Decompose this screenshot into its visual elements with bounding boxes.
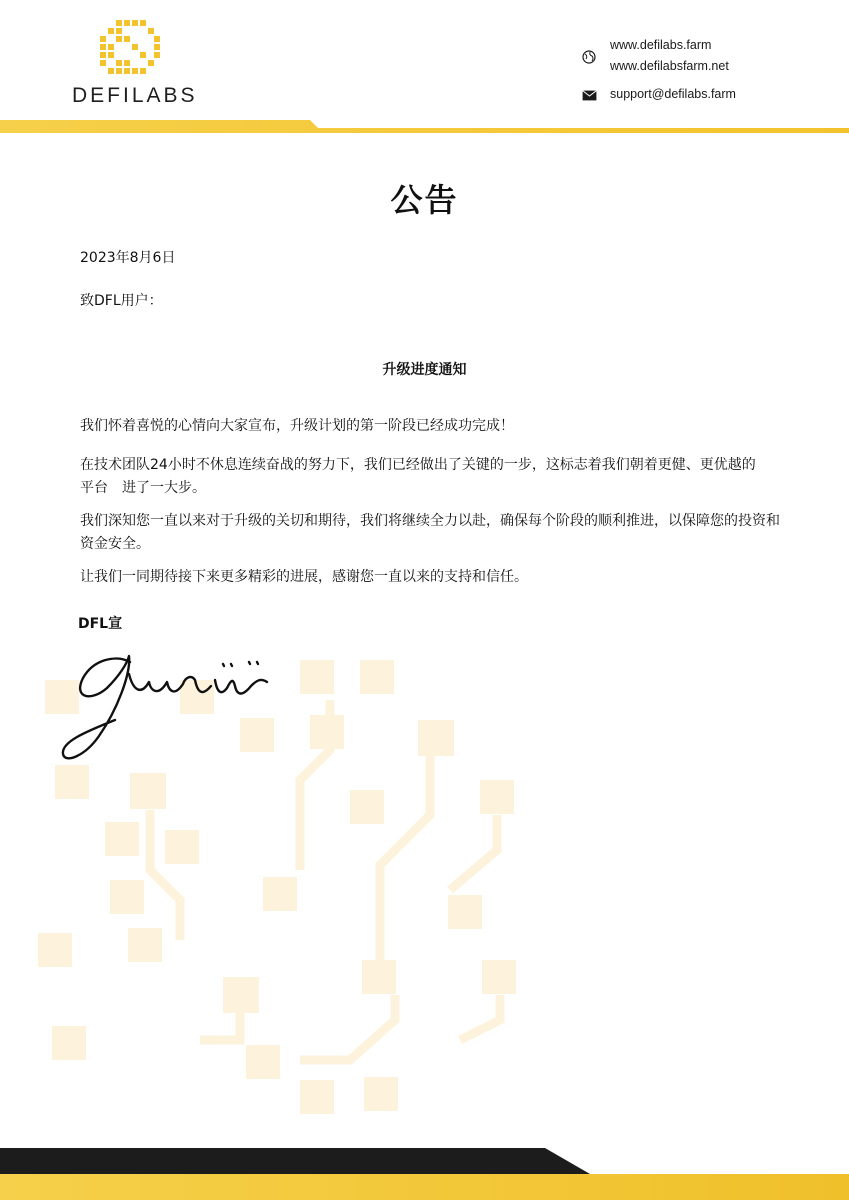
notice-subtitle: 升级进度通知: [382, 362, 467, 378]
email-contact: [582, 87, 842, 105]
website-link-2[interactable]: www.defilabsfarm.net: [610, 59, 729, 73]
footer-bar: [0, 1148, 849, 1200]
defilabs-logo-mark: [98, 20, 160, 78]
paragraph-3: 我们深知您一直以来对于升级的关切和期待，我们将继续全力以赴，确保每个阶段的顺利推进，以保障您的投资和资金安全。: [80, 513, 780, 552]
paragraph-2: 在技术团队24小时不休息连续奋战的努力下，我们已经做出了关键的一步，这标志着我们朝着更健、更优越的平台 进了一大步。: [80, 457, 756, 496]
page-title: 公告: [390, 181, 459, 219]
handwritten-signature: [55, 640, 285, 770]
paragraph-4: 让我们一同期待接下来更多精彩的进展，感谢您一直以来的支持和信任。: [80, 569, 528, 585]
website-link-1[interactable]: www.defilabs.farm: [610, 38, 712, 52]
globe-icon: [582, 50, 596, 64]
greeting: 致DFL用户：: [80, 293, 163, 309]
mail-icon: [582, 90, 597, 101]
document-date: 2023年8月6日: [80, 250, 176, 266]
brand-name: DEFILABS: [72, 84, 198, 107]
header-accent-bar: [0, 120, 849, 134]
website-contact: [582, 38, 842, 74]
signer-name: DFL宣: [78, 616, 123, 632]
email-link[interactable]: support@defilabs.farm: [610, 87, 736, 101]
paragraph-1: 我们怀着喜悦的心情向大家宣布，升级计划的第一阶段已经成功完成！: [80, 418, 514, 434]
